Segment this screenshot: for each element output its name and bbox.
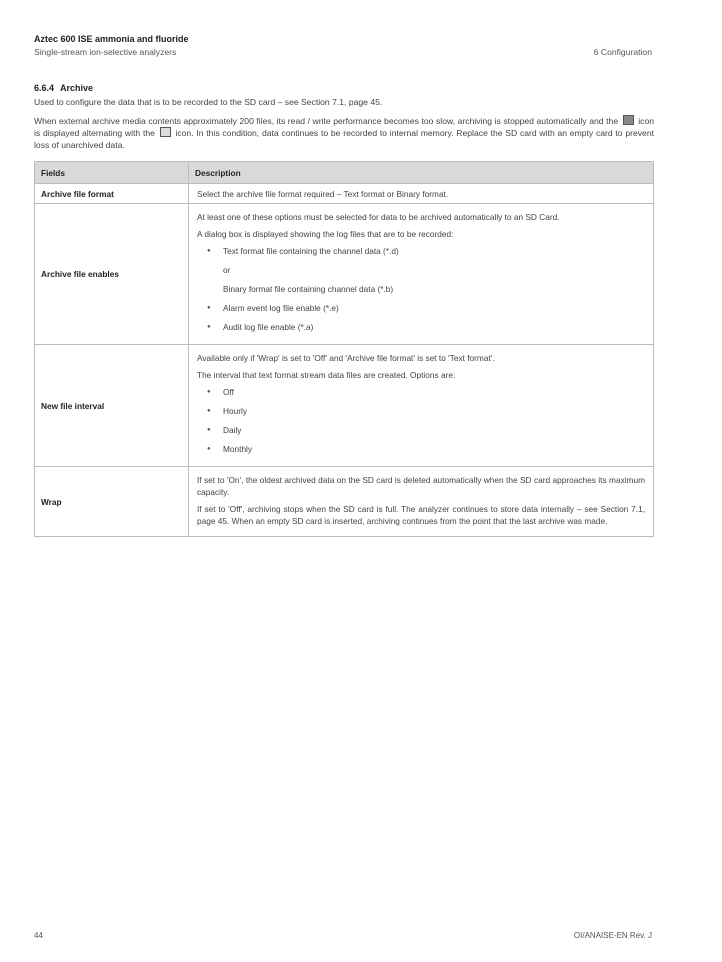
list-item: ● Off [197,386,645,398]
warning-text-b: icon is displayed alternating with the [34,116,655,139]
table-row [35,204,654,345]
chapter-heading: 6 Configuration [593,47,652,57]
warning-text-a: When external archive media contents approximately 200 files, its read / write performance becomes too slow, archiving is stopped automatically and the [34,116,619,126]
interval-options-list [197,386,645,455]
document-title: Aztec 600 ISE ammonia and fluoride [34,34,189,44]
table-row [35,345,654,467]
list-item: ● Alarm event log file enable (*.e) [197,302,645,314]
archive-warning-paragraph [34,115,654,152]
list-item: ● Daily [197,424,645,436]
field-archive-file-enables: Archive file enables [35,204,189,345]
page-number: 44 [34,931,43,940]
intro-paragraph: Used to configure the data that is to be recorded to the SD card – see Section 7.1, page 45. [34,97,383,107]
desc-text: Available only if 'Wrap' is set to 'Off' and 'Archive file format' is set to 'Text format'. [197,353,495,363]
section-number: 6.6.4 [34,83,55,93]
enables-list [197,245,645,257]
field-wrap: Wrap [35,467,189,537]
header-fields: Fields [35,162,189,184]
warning-text-c: icon. In this condition, data continues to be recorded to internal memory. Replace the SD card with an empty card to prevent loss of unarchived data. [34,128,655,151]
desc-text: If set to 'On', the oldest archived data on the SD card is deleted automatically when the SD card approaches its maximum capacity. [197,475,645,497]
section-title: Archive [60,83,94,93]
desc-new-file-interval [189,345,654,467]
section-heading [34,83,93,93]
list-item: ● Monthly [197,443,645,455]
desc-text: If set to 'Off', archiving stops when the SD card is full. The analyzer continues to store data internally – see Section 7.1, page 45. When an empty SD card is inserted, archiving continues from the point that the last archive was made. [197,504,645,526]
field-new-file-interval: New file interval [35,345,189,467]
archive-stopped-icon [623,115,634,125]
desc-text: At least one of these options must be selected for data to be archived automatically to an SD Card. [197,212,560,222]
header-description: Description [189,162,654,184]
list-item-continuation: Binary format file containing channel data (*.b) [223,284,394,294]
or-text: or [223,265,231,275]
document-id: OI/ANAISE-EN Rev. J [573,931,652,940]
desc-text: The interval that text format stream data files are created. Options are: [197,370,456,380]
list-item: ● Audit log file enable (*.a) [197,321,645,333]
desc-archive-file-format: Select the archive file format required – Text format or Binary format. [189,184,654,204]
table-row [35,467,654,537]
table-header-row [35,162,654,184]
list-item: ● Text format file containing the channel data (*.d) [197,245,645,257]
desc-text: A dialog box is displayed showing the log files that are to be recorded: [197,229,454,239]
table-row [35,184,654,204]
document-subtitle: Single-stream ion-selective analyzers [34,47,177,57]
list-item: ● Hourly [197,405,645,417]
enables-list-cont [197,302,645,333]
archive-fields-table [34,161,654,537]
field-archive-file-format: Archive file format [35,184,189,204]
desc-archive-file-enables [189,204,654,345]
desc-wrap [189,467,654,537]
sd-card-icon [160,127,171,137]
